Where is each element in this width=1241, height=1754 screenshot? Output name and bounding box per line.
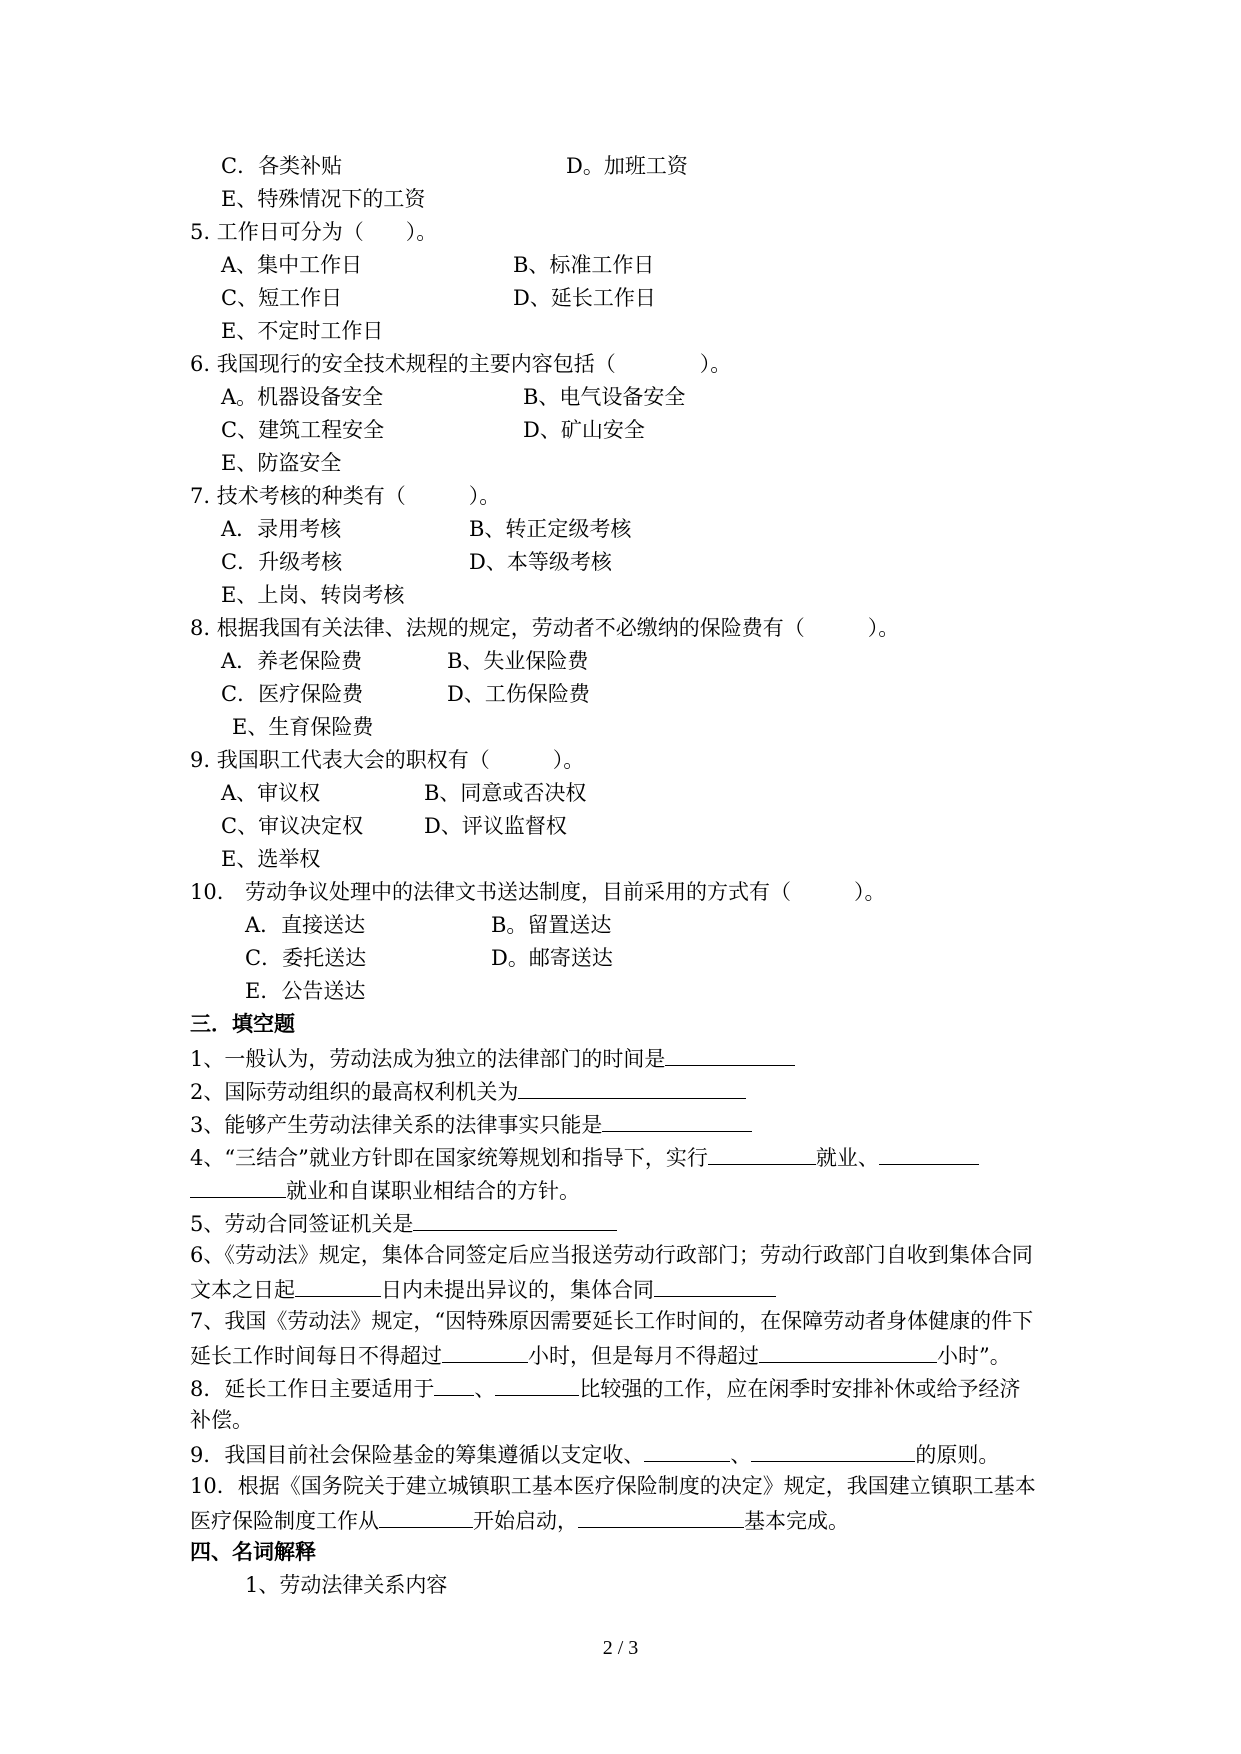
q5-option-a: A、集中工作日 [221,253,363,277]
q9-option-d: D、评议监督权 [424,814,567,838]
fill-8-line-2: 补偿。 [190,1408,253,1432]
section-3-title: 三．填空题 [190,1011,295,1036]
fill-9-text-a: 9．我国目前社会保险基金的筹集遵循以支定收、 [190,1443,645,1467]
q9-option-e: E、选举权 [221,847,321,871]
fill-4-text-c: 就业和自谋职业相结合的方针。 [286,1179,580,1203]
q10-stem: 劳动争议处理中的法律文书送达制度，目前采用的方式有（ ）。 [245,880,886,904]
q10-option-c: C．委托送达 [245,946,367,970]
term-1: 1、劳动法律关系内容 [245,1573,448,1597]
fill-6-line-2 [190,1274,776,1304]
q6-option-d: D、矿山安全 [523,418,645,442]
q5-option-b: B、标准工作日 [513,253,655,277]
q6-option-e: E、防盗安全 [221,451,342,475]
q10-option-e: E．公告送达 [245,979,366,1003]
fill-1 [190,1043,795,1073]
q8-option-d: D、工伤保险费 [447,682,590,706]
fill-6-line-1: 6、《劳动法》规定，集体合同签定后应当报送劳动行政部门；劳动行政部门自收到集体合同 [190,1243,1033,1267]
fill-2-text: 2、国际劳动组织的最高权利机关为 [190,1080,519,1104]
fill-1-blank[interactable] [665,1043,795,1066]
fill-10-line-1: 10．根据《国务院关于建立城镇职工基本医疗保险制度的决定》规定，我国建立镇职工基本 [190,1474,1036,1498]
q9-stem: 9. 我国职工代表大会的职权有（ ）。 [190,748,585,772]
page-number: 2 / 3 [602,1637,639,1659]
fill-7-blank-2[interactable] [759,1340,937,1363]
fill-4-text-a: 4、“三结合”就业方针即在国家统筹规划和指导下，实行 [190,1146,708,1170]
fill-3 [190,1109,752,1139]
fill-9-text-c: 的原则。 [915,1443,1000,1467]
q4-option-e: E、特殊情况下的工资 [221,187,426,211]
q4-option-c: C．各类补贴 [221,154,343,178]
section-4-title: 四、名词解释 [190,1539,316,1564]
q6-option-c: C、建筑工程安全 [221,418,385,442]
q7-stem: 7. 技术考核的种类有（ ）。 [190,484,501,508]
q6-option-b: B、电气设备安全 [523,385,686,409]
fill-5-blank[interactable] [413,1208,617,1231]
fill-10-text-d: 基本完成。 [744,1509,849,1533]
fill-6-text-c: 日内未提出异议的，集体合同 [381,1278,654,1302]
fill-5 [190,1208,617,1238]
fill-3-text: 3、能够产生劳动法律关系的法律事实只能是 [190,1113,603,1137]
fill-2 [190,1076,746,1106]
fill-4-text-b: 就业、 [815,1146,879,1170]
q7-option-d: D、本等级考核 [469,550,612,574]
q8-option-b: B、失业保险费 [447,649,589,673]
q6-stem: 6. 我国现行的安全技术规程的主要内容包括（ ）。 [190,352,732,376]
fill-6-blank-1[interactable] [295,1274,381,1297]
q10-option-d: D。邮寄送达 [491,946,613,970]
q5-stem: 5. 工作日可分为（ ）。 [190,220,438,244]
q9-option-b: B、同意或否决权 [424,781,587,805]
q4-option-d: D。加班工资 [566,154,688,178]
fill-10-blank-2[interactable] [578,1505,744,1528]
q7-option-a: A．录用考核 [221,517,342,541]
q8-option-a: A．养老保险费 [221,649,363,673]
fill-3-blank[interactable] [602,1109,752,1132]
fill-4-blank-2[interactable] [879,1142,979,1165]
q7-option-b: B、转正定级考核 [469,517,632,541]
fill-7-blank-1[interactable] [442,1340,528,1363]
fill-6-text-b: 文本之日起 [190,1278,295,1302]
fill-8-line-1 [190,1373,1020,1403]
fill-4-blank-1[interactable] [708,1142,816,1165]
q5-option-d: D、延长工作日 [513,286,656,310]
fill-7-line-2 [190,1340,1011,1370]
fill-7-text-d: 小时”。 [937,1344,1011,1368]
fill-9-text-b: 、 [730,1443,752,1467]
q9-option-c: C、审议决定权 [221,814,364,838]
q8-stem: 8. 根据我国有关法律、法规的规定，劳动者不必缴纳的保险费有（ ）。 [190,616,900,640]
q7-option-e: E、上岗、转岗考核 [221,583,405,607]
fill-8-text-b: 、 [474,1377,496,1401]
fill-4-line-1 [190,1142,979,1172]
fill-8-text-a: 8．延长工作日主要适用于 [190,1377,435,1401]
fill-10-text-b: 医疗保险制度工作从 [190,1509,379,1533]
fill-10-blank-1[interactable] [379,1505,473,1528]
fill-6-blank-2[interactable] [654,1274,776,1297]
fill-8-blank-1[interactable] [434,1373,474,1396]
q5-option-e: E、不定时工作日 [221,319,384,343]
fill-7-text-b: 延长工作时间每日不得超过 [190,1344,442,1368]
fill-5-text: 5、劳动合同签证机关是 [190,1212,414,1236]
fill-2-blank[interactable] [518,1076,746,1099]
fill-9 [190,1439,999,1469]
fill-10-line-2 [190,1505,849,1535]
fill-7-line-1: 7、我国《劳动法》规定，“因特殊原因需要延长工作时间的，在保障劳动者身体健康的件下 [190,1309,1034,1333]
fill-9-blank-1[interactable] [644,1439,730,1462]
q10-option-b: B。留置送达 [491,913,612,937]
q10-option-a: A．直接送达 [245,913,366,937]
fill-4-line-2 [190,1175,580,1205]
q8-option-c: C．医疗保险费 [221,682,364,706]
q10-number: 10. [190,880,224,904]
fill-8-blank-2[interactable] [495,1373,579,1396]
fill-8-text-c: 比较强的工作，应在闲季时安排补休或给予经济 [579,1377,1021,1401]
fill-1-text: 1、一般认为，劳动法成为独立的法律部门的时间是 [190,1047,666,1071]
q5-option-c: C、短工作日 [221,286,343,310]
fill-10-text-c: 开始启动， [473,1509,578,1533]
q9-option-a: A、审议权 [221,781,321,805]
fill-9-blank-2[interactable] [751,1439,915,1462]
q6-option-a: A。机器设备安全 [221,385,384,409]
fill-7-text-c: 小时，但是每月不得超过 [528,1344,759,1368]
q7-option-c: C．升级考核 [221,550,343,574]
q8-option-e: E、生育保险费 [232,715,374,739]
fill-4-blank-3[interactable] [190,1175,286,1198]
